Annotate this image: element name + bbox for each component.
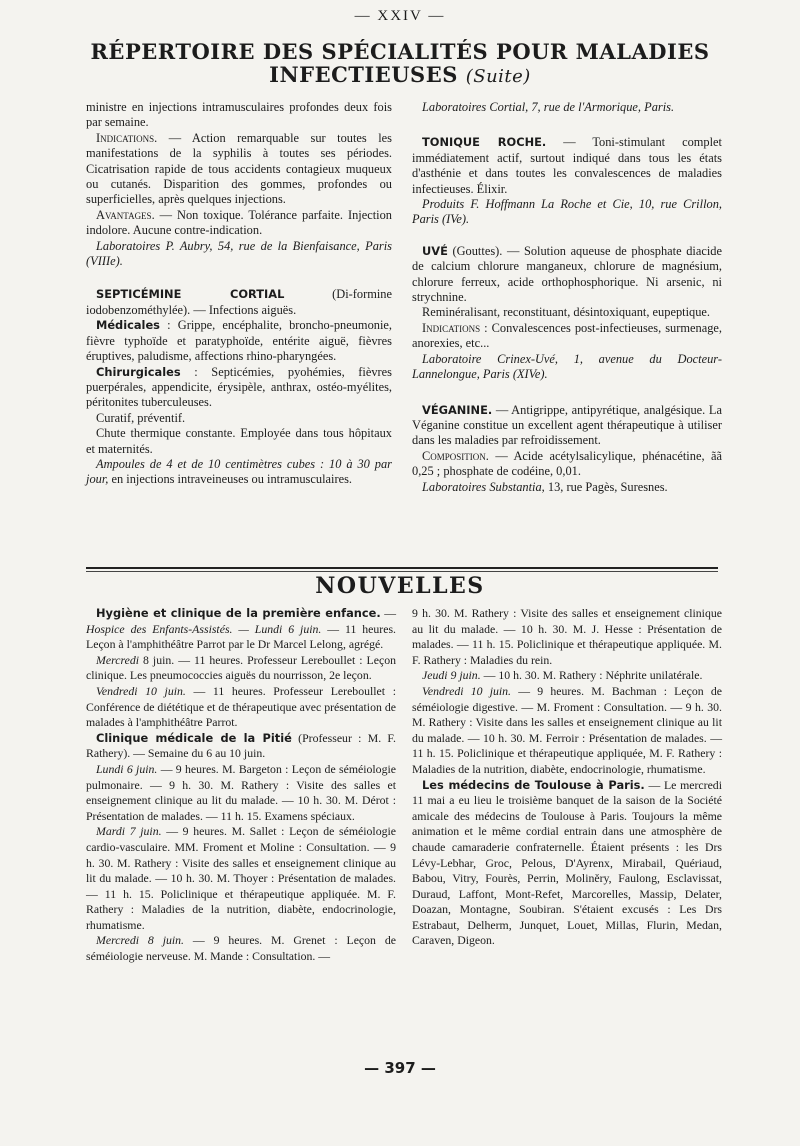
paragraph: [86, 208, 392, 239]
product-entry: [412, 244, 722, 306]
text: Hospice des Enfants-Assistés. — Lundi 6 juin.: [86, 621, 322, 636]
label: Médicales: [96, 318, 160, 333]
text: Vendredi 10 juin.: [96, 683, 186, 698]
paragraph: [86, 824, 396, 933]
label: Indications: [422, 320, 481, 335]
text: : Grippe, encéphalite, broncho-pneumonie, fièvre typhoïde et paratyphoïde, entérite aiguë, fièvres éruptives, paludisme, affections rhino-pharyngées.: [86, 318, 392, 364]
text: : Convalescences post-infectieuses, surmenage, anorexies, etc...: [412, 320, 722, 351]
label: Indications.: [96, 130, 158, 145]
text: — Action remarquable sur toutes les manifestations de la syphilis à toutes ses périodes. Cicatrisation rapide de tous accidents contagieux muqueux ou cutanés. Disparition des gommes, profondes ou superficielles, après quelques injections.: [86, 130, 392, 207]
text: Mercredi 8 juin.: [96, 933, 184, 948]
product-entry: [412, 403, 722, 449]
product-name: VÉGANINE.: [422, 402, 493, 417]
product-entry: [86, 287, 392, 318]
section-divider: [86, 567, 718, 569]
news-heading: NOUVELLES: [315, 573, 485, 599]
directory-left-column: [86, 100, 392, 488]
text: — 11 heures. Leçon à l'amphithéâtre Parrot par le Dr Marcel Lelong, agrégé.: [86, 621, 396, 652]
product-name: UVÉ: [422, 243, 448, 258]
paragraph: [412, 668, 722, 684]
text: : Septicémies, pyohémies, fièvres puerpérales, appendicite, érysipèle, anthrax, ostéo-myélites, péritonites tuberculeuses.: [86, 364, 392, 410]
text: 13, rue Pagès, Suresnes.: [544, 479, 668, 494]
news-item: [86, 606, 396, 653]
text: Laboratoires Substantia,: [422, 479, 545, 494]
text: — 10 h. 30. M. Rathery : Néphrite unilatérale.: [480, 668, 703, 683]
paragraph: ministre en injections intramusculaires profondes deux fois par semaine.: [86, 100, 392, 130]
page-title: [60, 40, 740, 88]
news-headline: Hygiène et clinique de la première enfance.: [96, 606, 381, 620]
text: 8 juin. — 11 heures. Professeur Lereboullet : Leçon clinique. Les pneumococcies aiguës du nourrisson, 2e leçon.: [86, 652, 396, 683]
product-entry: [412, 135, 722, 197]
text: (Professeur : M. F. Rathery). — Semaine du 6 au 10 juin.: [86, 730, 396, 761]
text: — 9 heures. M. Sallet : Leçon de séméiologie cardio-vasculaire. MM. Froment et Moline : Consultation. — 9 h. 30. M. Rathery : Visite des salles et enseignement clinique au lit du malade. — 10 h. 30. M. Thoyer : Présentation de malades. — 11 h. 15. Policlinique et thérapeutique appliquée. M. F. Rathery : Maladies de la nutrition, diabète, endocrinologie, rhumatisme.: [86, 824, 397, 932]
paragraph: [86, 762, 396, 824]
laboratory-line: Laboratoire Crinex-Uvé, 1, avenue du Docteur-Lannelongue, Paris (XIVe).: [412, 351, 722, 382]
paragraph: [86, 131, 392, 208]
text: (Gouttes). — Solution aqueuse de phosphate diacide de calcium chlorure manganeux, chlorure de magnésium, chlorure ferreux, acide orthophosphorique. Ni arsenic, ni strychnine.: [412, 243, 722, 305]
laboratory-line: Laboratoires P. Aubry, 54, rue de la Bienfaisance, Paris (VIIIe).: [86, 238, 392, 269]
text: Ampoules de 4 et de 10 centimètres cubes : 10 à 30 par jour,: [86, 456, 392, 487]
paragraph: [412, 321, 722, 352]
text: Jeudi 9 juin.: [422, 668, 481, 683]
paragraph: Reminéralisant, reconstituant, désintoxiquant, eupeptique.: [422, 305, 711, 320]
laboratory-line: Laboratoires Cortial, 7, rue de l'Armorique, Paris.: [422, 100, 675, 114]
text: Vendredi 10 juin.: [422, 683, 512, 698]
paragraph: Chute thermique constante. Employée dans tous hôpitaux et maternités.: [86, 426, 392, 456]
text: — Le mercredi 11 mai a eu lieu le troisième banquet de la saison de la Société amicale des médecins de Toulouse à Paris. Toujours la même animation et le même cordial entrain dans une atmosphère de chaude camaraderie confraternelle. Étaient présents : les Drs Lévy-Lebhar, Groc, Pelous, D'Ayrenx, Mirabail, Quériaud, Babou, Vitry, Fourès, Perrin, Moliněry, Faulong, Esclavissat, Duraud, Laffont, Mont-Refet, Marcorelles, Massip, Delater, Doazan, Montagne, Soubiran. S'étaient excusés : Les Drs Estrabaut, Delherm, Junquet, Louet, Millas, Flurin, Medan, Caraven, Digeon.: [412, 777, 722, 948]
paragraph: Curatif, préventif.: [96, 410, 186, 425]
news-left-column: [86, 606, 396, 965]
paragraph: [86, 457, 392, 488]
paragraph: [86, 653, 396, 684]
news-item: [86, 731, 396, 762]
product-name: TONIQUE ROCHE.: [422, 135, 547, 150]
news-item: [412, 778, 722, 950]
laboratory-line: Produits F. Hoffmann La Roche et Cie, 10, rue Crillon, Paris (IVe).: [412, 197, 722, 227]
text: — Toni-stimulant complet immédiatement actif, surtout indiqué dans tous les états d'asthénie et dans toutes les convalescences de maladies infectieuses. Élixir.: [412, 135, 723, 196]
text: Mercredi: [96, 652, 140, 667]
paragraph: [86, 365, 392, 411]
section-divider: [86, 571, 718, 572]
text: — Non toxique. Tolérance parfaite. Injection indolore. Aucune contre-indication.: [86, 207, 392, 238]
text: — 9 heures. M. Grenet : Leçon de séméiologie nerveuse. M. Mande : Consultation. —: [86, 933, 396, 964]
text: (Di-formine iodobenzométhylée). — Infections aiguës.: [86, 287, 392, 317]
text: Mardi 7 juin.: [96, 824, 162, 839]
label: Chirurgicales: [96, 364, 181, 379]
text: —: [380, 606, 396, 620]
label: Composition.: [422, 448, 489, 463]
text: — 9 heures. M. Bachman : Leçon de séméiologie digestive. — M. Froment : Consultation. — 9 h. 30. M. Rathery : Visite dans les salles et enseignement clinique au lit du malade. — 10 h. 30. M. Ferroir : Présentation de malades. — 11 h. 15. Policlinique et thérapeutique appliquée, M. F. Rathery : Maladies de la nutrition, diabète, endocrinologie, rhumatisme.: [412, 683, 722, 776]
label: Avantages.: [96, 207, 155, 222]
news-right-column: [412, 606, 722, 949]
directory-right-column: [412, 100, 722, 495]
title-line-2-text: INFECTIEUSES: [269, 62, 458, 87]
page-roman-number: — XXIV —: [354, 8, 446, 24]
paragraph: 9 h. 30. M. Rathery : Visite des salles et enseignement clinique au lit du malade. — 10 h. 30. M. J. Hesse : Présentation de malades. — 11 h. 15. Policlinique et thérapeutique appliquée. M. F. Rathery : Maladies du rein.: [412, 606, 722, 667]
news-headline: Clinique médicale de la Pitié: [96, 730, 292, 745]
page-number: — 397 —: [364, 1059, 436, 1077]
laboratory-line: [412, 480, 722, 495]
paragraph: [86, 684, 396, 731]
text: — 9 heures. M. Bargeton : Leçon de séméiologie pulmonaire. — 9 h. 30. M. Rathery : Visite des salles et enseignement clinique au lit du malade. — 10 h. 30. M. Dérot : Présentation de malades. — 11 h. 15. Examens spéciaux.: [86, 761, 396, 823]
paragraph: [412, 449, 722, 480]
paragraph: [86, 318, 392, 364]
text: en injections intraveineuses ou intramusculaires.: [108, 472, 353, 487]
text: — 11 heures. Professeur Lereboullet : Conférence de diététique et de thérapeutique avec présentation de malades à l'amphithéâtre Parrot.: [86, 683, 396, 730]
text: Lundi 6 juin.: [96, 761, 158, 776]
text: — Acide acétylsalicylique, phénacétine, ãã 0,25 ; phosphate de codéine, 0,01.: [412, 448, 722, 479]
paragraph: [412, 684, 722, 778]
paragraph: [86, 933, 396, 964]
title-line-1: RÉPERTOIRE DES SPÉCIALITÉS POUR MALADIES: [90, 39, 710, 64]
news-headline: Les médecins de Toulouse à Paris.: [422, 777, 645, 792]
text: — Antigrippe, antipyrétique, analgésique. La Véganine constitue un excellent agent thérapeutique à utiliser dans les maladies par refroidissement.: [412, 402, 722, 448]
title-line-2: [60, 63, 740, 88]
product-name: SEPTICÉMINE CORTIAL: [96, 287, 285, 302]
title-suite: (Suite): [465, 66, 531, 87]
